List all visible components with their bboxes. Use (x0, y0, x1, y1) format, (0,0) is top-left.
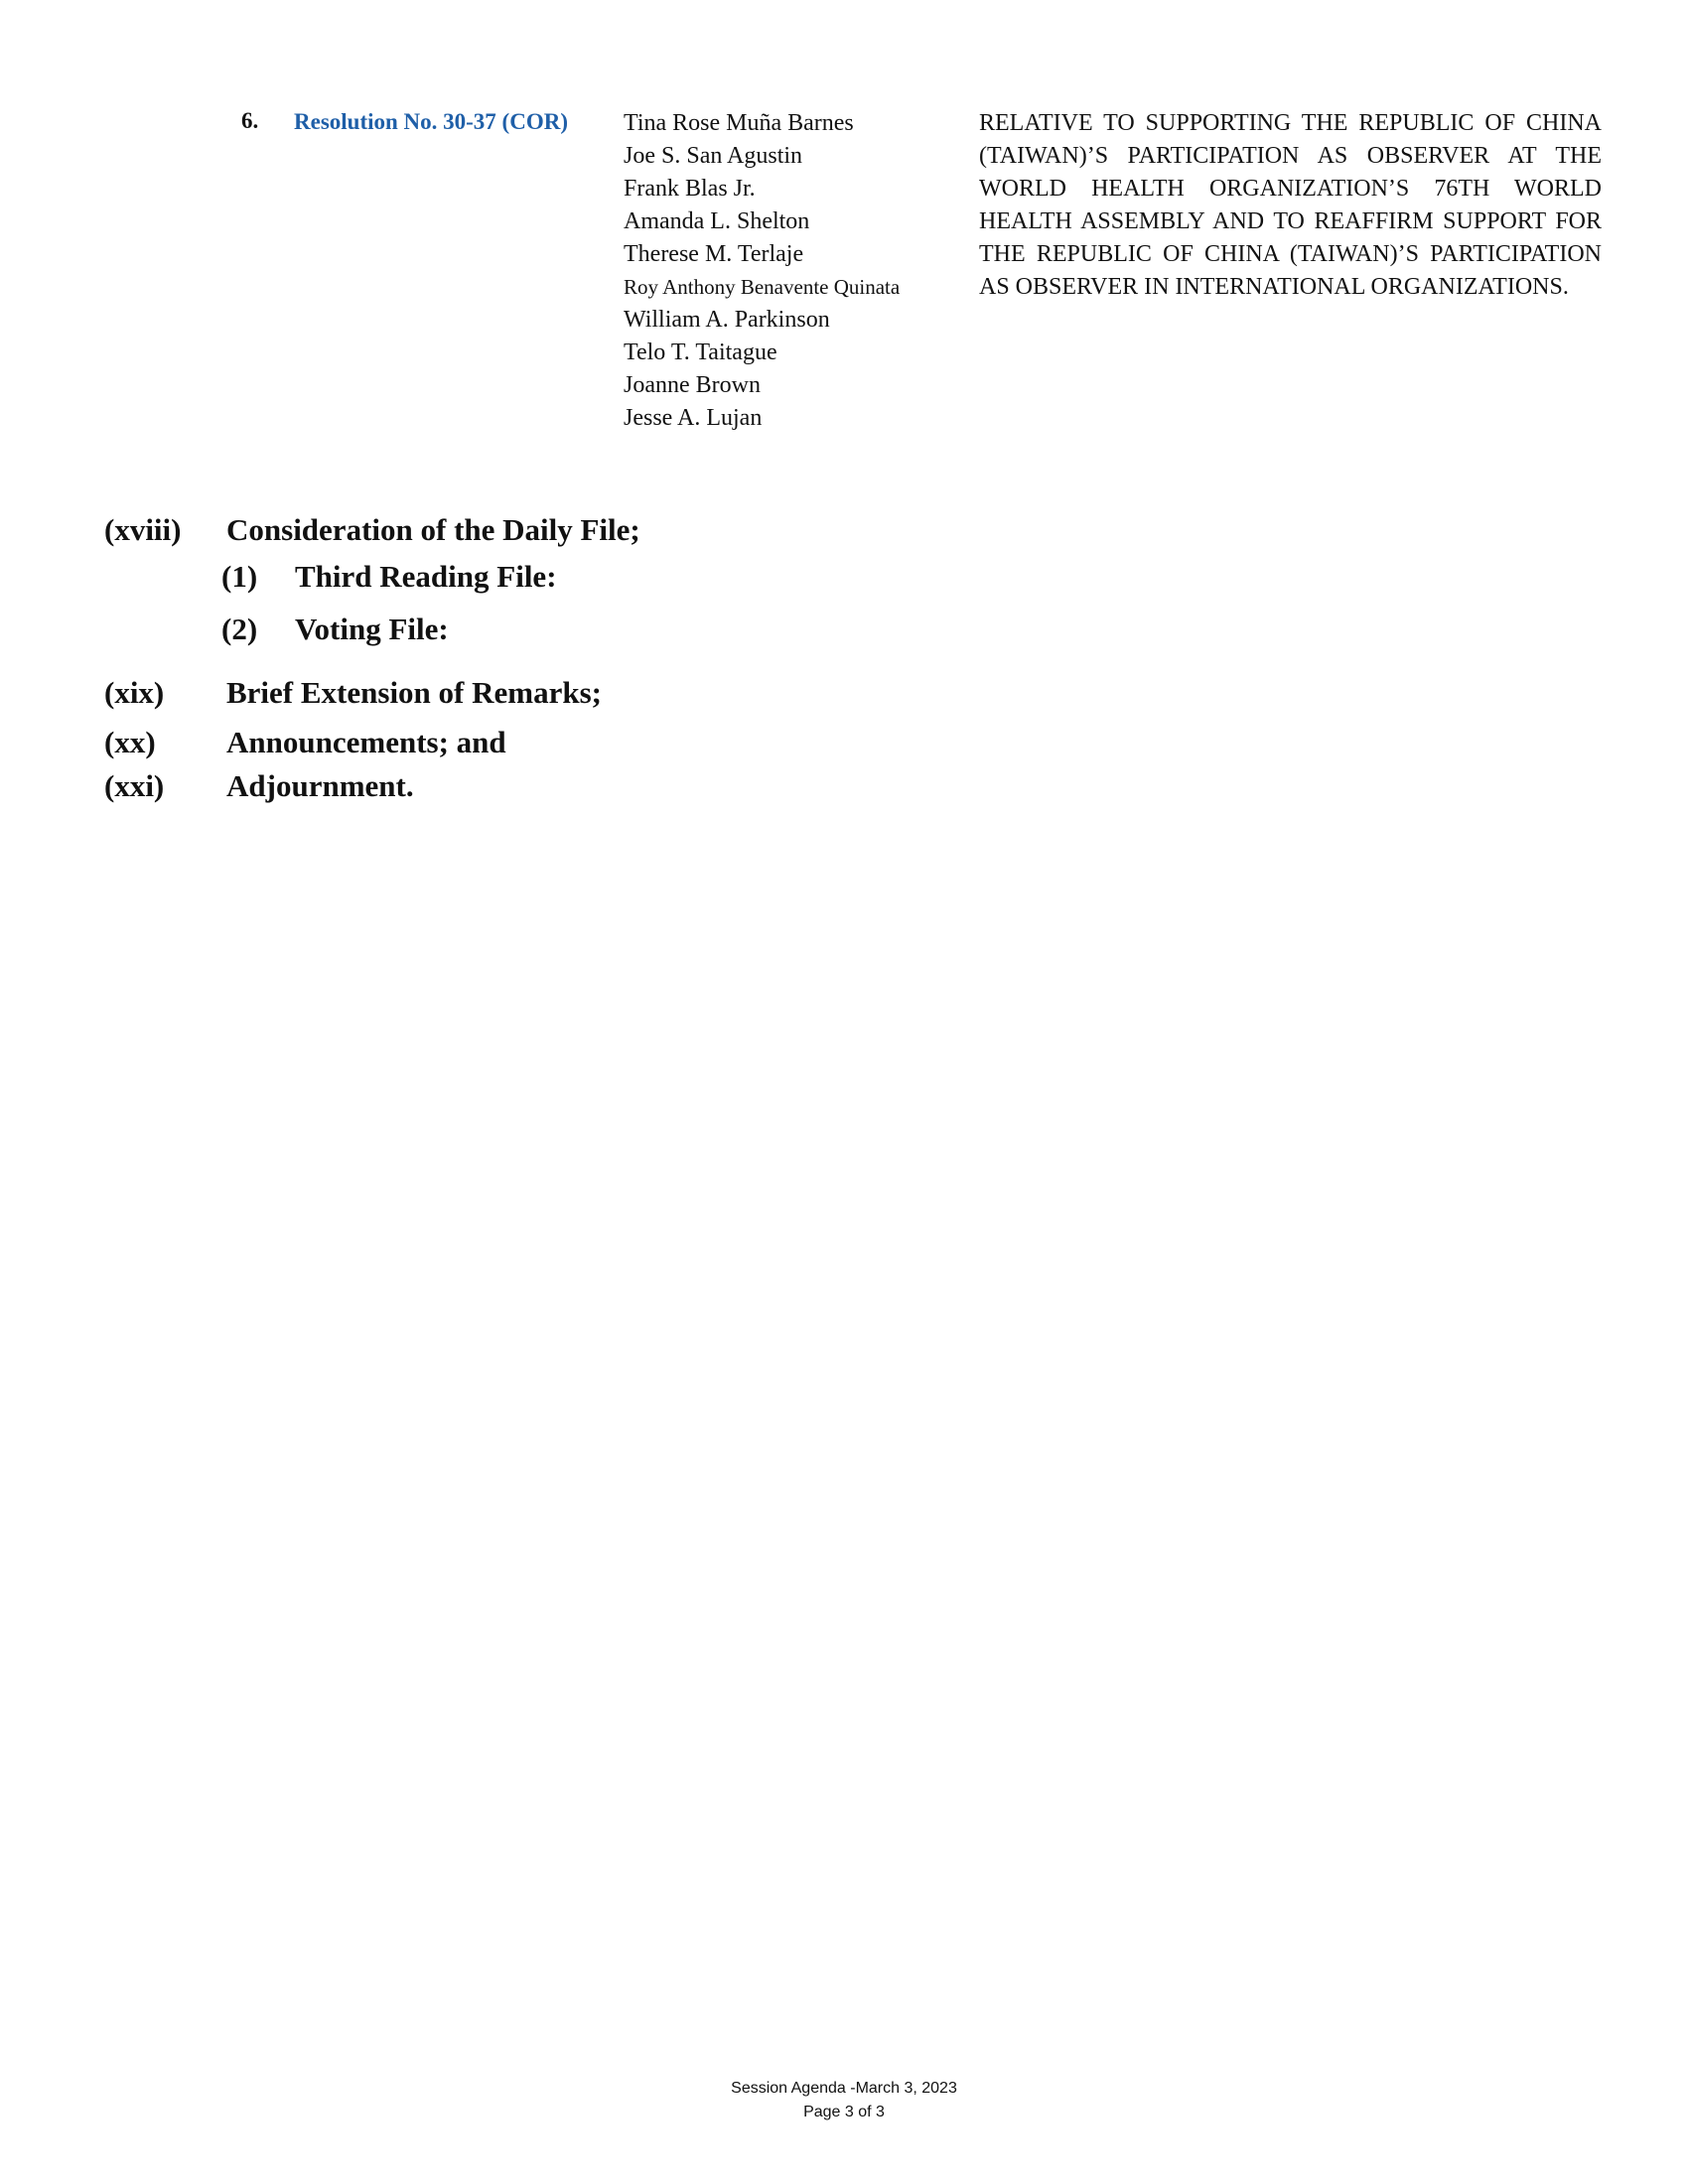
resolution-item-number: 6. (241, 108, 259, 133)
resolution-link[interactable]: Resolution No. 30-37 (COR) (294, 109, 568, 134)
agenda-item-label: Brief Extension of Remarks; (226, 675, 602, 710)
resolution-title: RELATIVE TO SUPPORTING THE REPUBLIC OF CHINA (TAIWAN)’S PARTICIPATION AS OBSERVER AT THE WORLD HEALTH ORGANIZATION’S 76TH WORLD HEALTH ASSEMBLY AND TO REAFFIRM SUPPORT FOR THE REPUBLIC OF CHINA (TAIWAN)’S PARTICIPATION AS OBSERVER IN INTERNATIONAL ORGANIZATIONS. (979, 110, 1602, 300)
sub-item-number: (2) (221, 612, 258, 646)
sponsor-name: Frank Blas Jr. (624, 176, 756, 202)
agenda-item-label: Announcements; and (226, 725, 506, 759)
sponsor-name: Tina Rose Muña Barnes (624, 110, 854, 136)
sponsor-name: Amanda L. Shelton (624, 208, 810, 234)
footer-page-number: Page 3 of 3 (803, 2104, 885, 2120)
sponsor-name: William A. Parkinson (624, 307, 830, 333)
sponsor-name: Therese M. Terlaje (624, 241, 804, 267)
agenda-item-number: (xix) (104, 675, 165, 710)
sub-item-number: (1) (221, 559, 258, 594)
sponsor-name: Telo T. Taitague (624, 340, 777, 365)
agenda-item-label: Consideration of the Daily File; (226, 512, 640, 547)
sponsor-name: Jesse A. Lujan (624, 405, 763, 431)
sponsor-name: Roy Anthony Benavente Quinata (624, 275, 901, 299)
page-footer (0, 2077, 1688, 2124)
sponsor-list (624, 107, 951, 435)
sponsor-name: Joe S. San Agustin (624, 143, 803, 169)
sub-item-label: Voting File: (295, 612, 449, 646)
footer-session-date: Session Agenda -March 3, 2023 (731, 2080, 957, 2097)
agenda-item-number: (xxi) (104, 768, 165, 803)
sponsor-name: Joanne Brown (624, 372, 761, 398)
sub-item-label: Third Reading File: (295, 559, 557, 594)
agenda-item-number: (xviii) (104, 512, 182, 547)
agenda-item-label: Adjournment. (226, 768, 414, 803)
agenda-item-number: (xx) (104, 725, 156, 759)
